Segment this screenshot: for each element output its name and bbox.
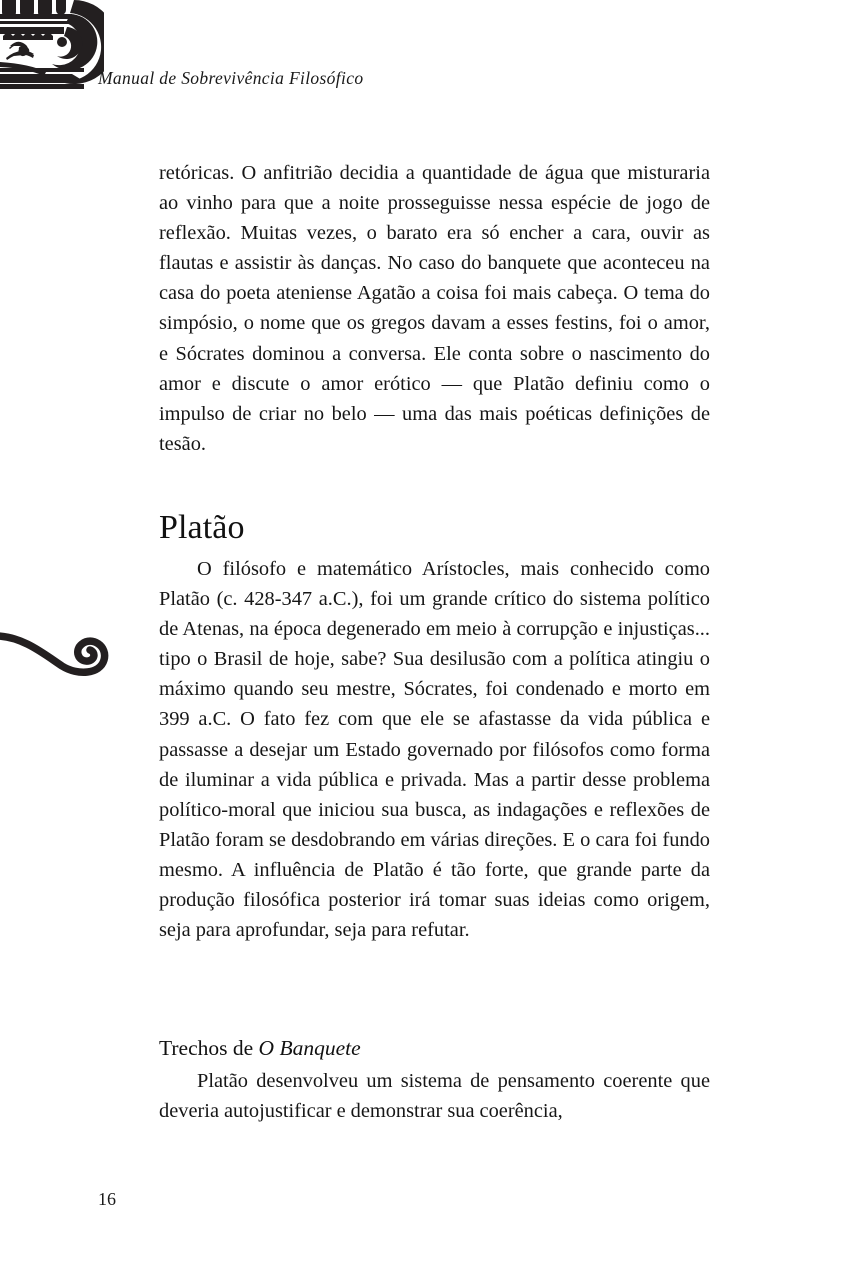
paragraph-continuation-block xyxy=(159,158,710,459)
subsection-paragraph: Platão desenvolveu um sistema de pensamento coerente que deveria autojustificar e demonstrar sua coerência, xyxy=(159,1070,710,1123)
paragraph-continuation: retóricas. O anfitrião decidia a quantidade de água que misturaria ao vinho para que a noite prosseguisse nessa espécie de jogo de reflexão. Muitas vezes, o barato era só encher a cara, ouvir as flautas e assistir às danças. No caso do banquete que aconteceu na casa do poeta ateniense Agatão a coisa foi mais cabeça. O tema do simpósio, o nome que os gregos davam a esses festins, foi o amor, e Sócrates dominou a conversa. Ele conta sobre o nascimento do amor e discute o amor erótico — que Platão definiu como o impulso de criar no belo — uma das mais poéticas definições de tesão. xyxy=(159,162,710,455)
subsection-paragraph-block xyxy=(159,1066,710,1126)
spiral-flourish-icon xyxy=(0,624,114,682)
running-header xyxy=(0,0,848,100)
section-paragraph-block xyxy=(159,554,710,945)
ionic-column-capital-icon xyxy=(0,0,104,92)
subsection-heading xyxy=(159,1035,710,1061)
section-paragraph: O filósofo e matemático Arístocles, mais conhecido como Platão (c. 428-347 a.C.), foi um grande crítico do sistema político de Atenas, na época degenerado em meio à corrupção e injustiças... tipo o Brasil de hoje, sabe? Sua desilusão com a política atingiu o máximo quando seu mestre, Sócrates, foi condenado e morto em 399 a.C. O fato fez com que ele se afastasse da vida pública e passasse a desejar um Estado governado por filósofos como forma de iluminar a vida pública e privada. Mas a partir desse problema político-moral que iniciou sua busca, as indagações e reflexões de Platão foram se desdobrando em várias direções. E o cara foi fundo mesmo. A influência de Platão é tão forte, que grande parte da produção filosófica posterior irá tomar suas ideias como origem, seja para aprofundar, seja para refutar. xyxy=(159,558,710,942)
subsection-heading-block xyxy=(159,1035,710,1061)
subsection-heading-prefix: Trechos de xyxy=(159,1036,259,1060)
page-number: 16 xyxy=(98,1189,116,1209)
page-title: Platão xyxy=(159,509,245,546)
running-header-title: Manual de Sobrevivência Filosófico xyxy=(98,68,364,88)
subsection-heading-work-title: O Banquete xyxy=(258,1036,361,1060)
section-heading-block xyxy=(159,509,710,547)
